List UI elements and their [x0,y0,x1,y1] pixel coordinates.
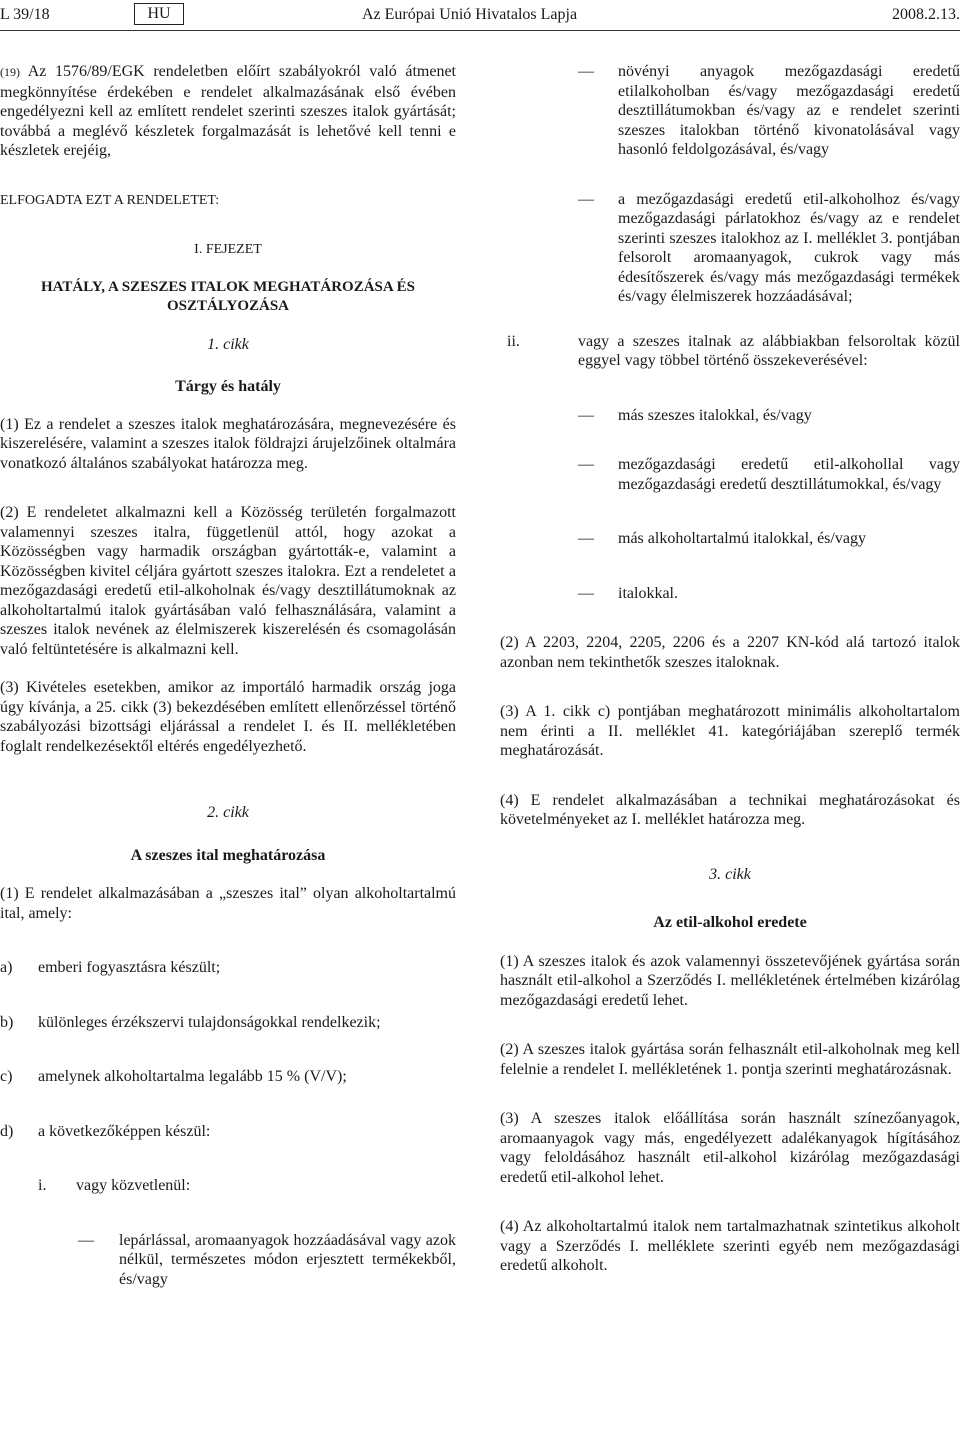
right-column [500,62,960,1276]
dash-item: — más alkoholtartalmú italokkal, és/vagy [500,529,960,549]
chapter-title: HATÁLY, A SZESZES ITALOK MEGHATÁROZÁSA ÉS OSZTÁLYOZÁSA [40,278,416,314]
article-2-paragraph-3: (3) A 1. cikk c) pontjában meghatározott minimális alkoholtartalom nem érinti a II. melléklet 41. kategóriájában szereplő termék meghatározását. [500,703,960,759]
list-item [0,1013,456,1033]
list-item-label: c) [0,1068,13,1085]
article-1-number: 1. cikk [207,335,249,353]
header-rule [0,30,960,31]
sub-item-i [0,1176,456,1196]
publication-date: 2008.2.13. [892,6,960,23]
article-1-paragraph-1: (1) Ez a rendelet a szeszes italok meghatározására, megnevezésére és kiszerelésére, valamint a szeszes italok földrajzi árujelzőinek oltalmára vonatkozó általános szabályokat határozza meg. [0,415,456,472]
list-item-label: a) [0,959,13,976]
dash-item: — lepárlással, aromaanyagok hozzáadásával vagy azok nélkül, természetes módon erjesztett termékekből, és/vagy [0,1231,456,1290]
list-item-label: b) [0,1013,14,1031]
article-1-paragraph-2: (2) E rendeletet alkalmazni kell a Közösség területén forgalmazott valamennyi szeszes italra, függetlenül attól, hogy azokat a Közösségben vagy harmadik országban gyártották-e, valamint a Közösségben kivitel céljára gyártott szeszes italokra. Ezt a rendeletet a mezőgazdasági eredetű etil-alkoholnak és/vagy desztillátumoknak az alkoholtartalmú italok gyártásában való felhasználására, valamint a szeszes italok nevének az élelmiszerek kiszerelésén és csomagolásán való feltüntetésére is alkalmazni kell. [0,504,456,658]
sub-item-label: ii. [507,332,520,350]
left-column [0,62,456,1289]
page-header [0,0,960,34]
article-3-number: 3. cikk [709,865,751,883]
sub-item-ii [500,332,960,371]
recital-number: (19) [0,65,20,79]
article-3-paragraph-2: (2) A szeszes italok gyártása során felhasznált etil-alkoholnak meg kell felelnie a rendelet I. mellékletének 1. pontja szerinti meghatározásnak. [500,1041,960,1078]
recital-19 [0,62,456,161]
article-2-number: 2. cikk [207,804,249,821]
sub-item-text: vagy a szeszes italnak az alábbiakban felsoroltak közül eggyel vagy többel történő összekeverésével: [578,332,960,369]
article-1-title: Tárgy és hatály [175,378,281,395]
article-2-paragraph-2: (2) A 2203, 2204, 2205, 2206 és a 2207 KN-kód alá tartozó italok azonban nem tekinthetők szeszes italoknak. [500,634,960,671]
adopted-statement: ELFOGADTA EZT A RENDELETET: [0,192,220,208]
sub-item-label: i. [38,1177,47,1194]
dash-item: — italokkal. [500,584,960,604]
dash-item: — a mezőgazdasági eredetű etil-alkoholhoz és/vagy mezőgazdasági párlatokhoz és/vagy az e rendelet szerinti szeszes italokhoz az I. melléklet 3. pontjában felsorolt aromaanyagok, cukrok vagy más édesítőszerek és/vagy más mezőgazdasági termékek és/vagy élelmiszerek hozzáadásával; [500,190,960,307]
list-item-text: különleges érzékszervi tulajdonságokkal rendelkezik; [38,1013,381,1031]
article-3-paragraph-1: (1) A szeszes italok és azok valamennyi összetevőjének gyártása során használt etil-alkohol a Szerződés I. mellékletének értelmében kizárólag mezőgazdasági eredetű lehet. [500,952,960,1009]
page-reference: L 39/18 [0,6,50,23]
recital-text: Az 1576/89/EGK rendeletben előírt szabályokról való átmenet megkönnyítése érdekében e rendelet alkalmazásának első évében engedélyezni kell az említett rendelet szerinti szeszes italok gyártását; továbbá a meglévő készletek forgalmazását is lehetővé kell tenni e készletek erejéig, [0,63,456,159]
article-3-title: Az etil-alkohol eredete [653,914,807,931]
dash-item: — mezőgazdasági eredetű etil-alkohollal vagy mezőgazdasági eredetű desztillátumokkal, és/vagy [500,455,960,494]
list-item-text: a következőképpen készül: [38,1122,211,1140]
language-code-box: HU [134,3,184,25]
chapter-number: I. FEJEZET [194,242,262,257]
dash-item: — más szeszes italokkal, és/vagy [500,406,960,426]
list-item-label: d) [0,1122,14,1140]
article-2-title: A szeszes ital meghatározása [130,846,326,864]
article-1-paragraph-3: (3) Kivételes esetekben, amikor az importáló harmadik ország joga úgy kívánja, a 25. cikk (3) bekezdésében említett ellenőrzéssel történő szabályozási bizottsági eljárással a rendelet I. és II. mellékletében foglalt rendelkezésektől eltérés engedélyezhető. [0,679,456,755]
article-2-paragraph-1: (1) E rendelet alkalmazásában a „szeszes ital” olyan alkoholtartalmú ital, amely: [0,885,456,922]
article-2-paragraph-4: (4) E rendelet alkalmazásában a technikai meghatározásokat és követelményeket az I. melléklet határozza meg. [500,791,960,828]
list-item-text: amelynek alkoholtartalma legalább 15 % (V/V); [38,1068,347,1085]
list-item [0,958,456,978]
journal-title: Az Európai Unió Hivatalos Lapja [362,6,578,23]
dash-item: — növényi anyagok mezőgazdasági eredetű etilalkoholban és/vagy mezőgazdasági eredetű desztillátumokban és/vagy az e rendelet szerinti szeszes italokban történő kivonatolásával vagy hasonló feldolgozásával, és/vagy [500,62,960,160]
sub-item-text: vagy közvetlenül: [76,1177,191,1194]
list-item-text: emberi fogyasztásra készült; [38,959,221,976]
list-item [0,1067,456,1087]
article-3-paragraph-4: (4) Az alkoholtartalmú italok nem tartalmazhatnak szintetikus alkoholt vagy a Szerződés I. melléklete szerinti egyéb nem mezőgazdasági eredetű alkoholt. [500,1218,960,1274]
article-3-paragraph-3: (3) A szeszes italok előállítása során használt színezőanyagok, aromaanyagok vagy más, engedélyezett adalékanyagok hígításához vagy feloldásához használt etil-alkohol kizárólag mezőgazdasági eredetű etil-alkohol lehet. [500,1110,960,1186]
list-item [0,1122,456,1142]
